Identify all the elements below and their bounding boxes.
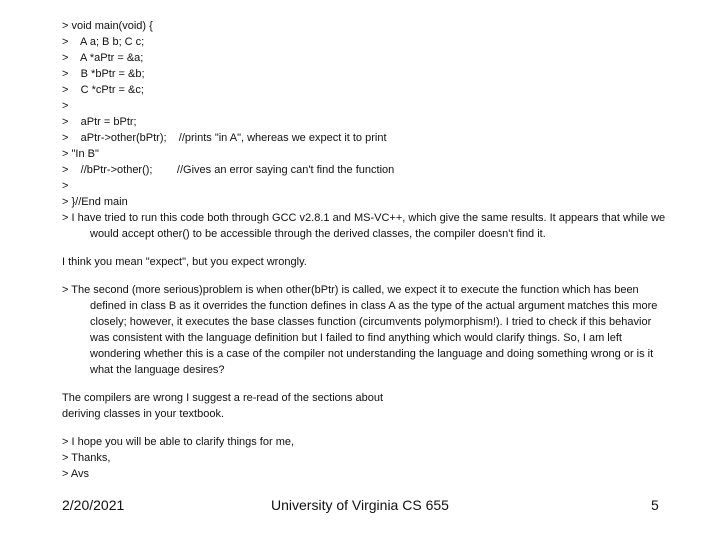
closing-line: > Thanks, bbox=[62, 452, 111, 464]
code-line: > bbox=[62, 180, 69, 192]
reply-line: deriving classes in your textbook. bbox=[62, 408, 225, 420]
code-line: > C *cPtr = &c; bbox=[62, 84, 144, 96]
quoted-paragraph-2: > The second (more serious)problem is when other(bPtr) is called, we expect it to execute the function which has been defined in class B as it overrides the function defines in class A as the type of the actual argument matches this more closely; however, it executes the base classes function (circumvents polymorphism!). I tried to check if this behavior was consistent with the language definition but I failed to find anything which would clarify things. So, I am left wondering whether this is a case of the compiler not understanding the language and doing something wrong or is it what the language desires? bbox=[62, 284, 658, 376]
code-line: > "In B" bbox=[62, 148, 99, 160]
footer-date: 2/20/2021 bbox=[62, 497, 125, 513]
slide-body bbox=[62, 18, 672, 482]
code-line: > }//End main bbox=[62, 196, 128, 208]
code-line: > //bPtr->other(); //Gives an error saying can't find the function bbox=[62, 164, 395, 176]
closing-line: > Avs bbox=[62, 468, 90, 480]
code-line: > A a; B b; C c; bbox=[62, 36, 145, 48]
reply-line: The compilers are wrong I suggest a re-read of the sections about bbox=[62, 392, 384, 404]
code-line: > void main(void) { bbox=[62, 20, 153, 32]
code-line: > B *bPtr = &b; bbox=[62, 68, 145, 80]
footer-page-number: 5 bbox=[651, 497, 659, 513]
quoted-paragraph-1: > I have tried to run this code both through GCC v2.8.1 and MS-VC++, which give the same results. It appears that while we would accept other() to be accessible through the derived classes, the compiler doesn't find it. bbox=[62, 212, 666, 240]
reply-paragraph-1: I think you mean "expect", but you expect wrongly. bbox=[62, 256, 307, 268]
closing-line: > I hope you will be able to clarify things for me, bbox=[62, 436, 295, 448]
code-line: > A *aPtr = &a; bbox=[62, 52, 144, 64]
code-line: > aPtr = bPtr; bbox=[62, 116, 137, 128]
code-line: > bbox=[62, 100, 69, 112]
footer-course: University of Virginia CS 655 bbox=[271, 497, 449, 513]
code-line: > aPtr->other(bPtr); //prints "in A", whereas we expect it to print bbox=[62, 132, 387, 144]
